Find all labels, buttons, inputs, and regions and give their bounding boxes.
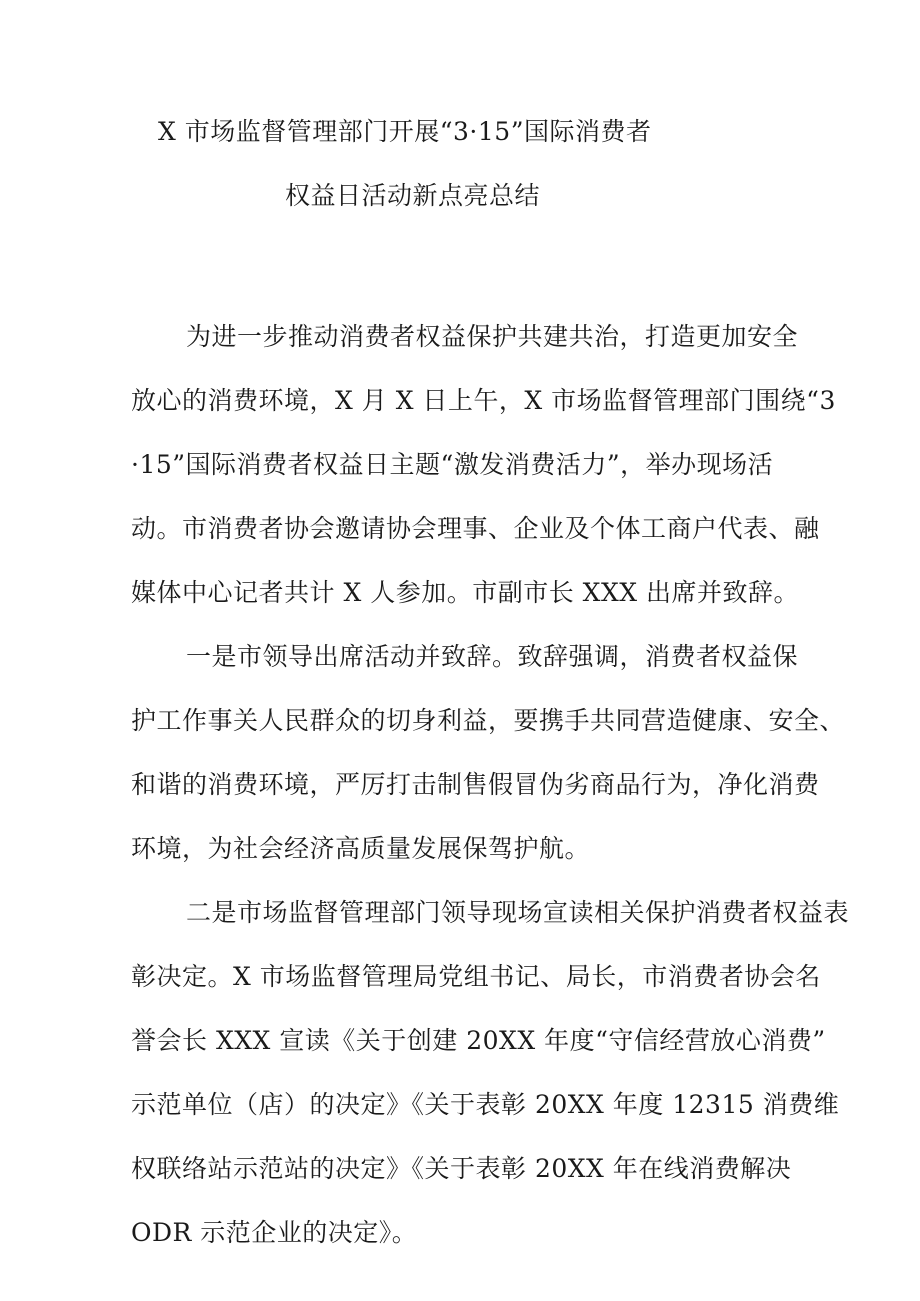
- paragraph-line: ODR 示范企业的决定》。: [131, 1218, 418, 1247]
- paragraph-line: 媒体中心记者共计 X 人参加。市副市长 XXX 出席并致辞。: [131, 578, 799, 607]
- title-line-1: X 市场监督管理部门开展“3·15”国际消费者: [158, 117, 652, 146]
- paragraph-line: 为进一步推动消费者权益保护共建共治，打造更加安全: [186, 322, 799, 351]
- paragraph-line: ·15”国际消费者权益日主题“激发消费活力”，举办现场活: [131, 450, 774, 479]
- paragraph-line: 护工作事关人民群众的切身利益，要携手共同营造健康、安全、: [131, 706, 846, 735]
- paragraph-line: 动。市消费者协会邀请协会理事、企业及个体工商户代表、融: [131, 514, 820, 543]
- paragraph-line: 环境，为社会经济高质量发展保驾护航。: [131, 834, 591, 863]
- paragraph-line: 二是市场监督管理部门领导现场宣读相关保护消费者权益表: [186, 898, 850, 927]
- paragraph-line: 彰决定。X 市场监督管理局党组书记、局长，市消费者协会名: [131, 962, 821, 991]
- paragraph-line: 和谐的消费环境，严厉打击制售假冒伪劣商品行为，净化消费: [131, 770, 820, 799]
- title-line-2: 权益日活动新点亮总结: [285, 181, 541, 210]
- paragraph-line: 权联络站示范站的决定》《关于表彰 20XX 年在线消费解决: [131, 1154, 792, 1183]
- paragraph-line: 一是市领导出席活动并致辞。致辞强调，消费者权益保: [186, 642, 799, 671]
- paragraph-line: 誉会长 XXX 宣读《关于创建 20XX 年度“守信经营放心消费”: [131, 1026, 826, 1055]
- paragraph-line: 放心的消费环境，X 月 X 日上午，X 市场监督管理部门围绕“3: [131, 386, 836, 415]
- paragraph-line: 示范单位（店）的决定》《关于表彰 20XX 年度 12315 消费维: [131, 1090, 840, 1119]
